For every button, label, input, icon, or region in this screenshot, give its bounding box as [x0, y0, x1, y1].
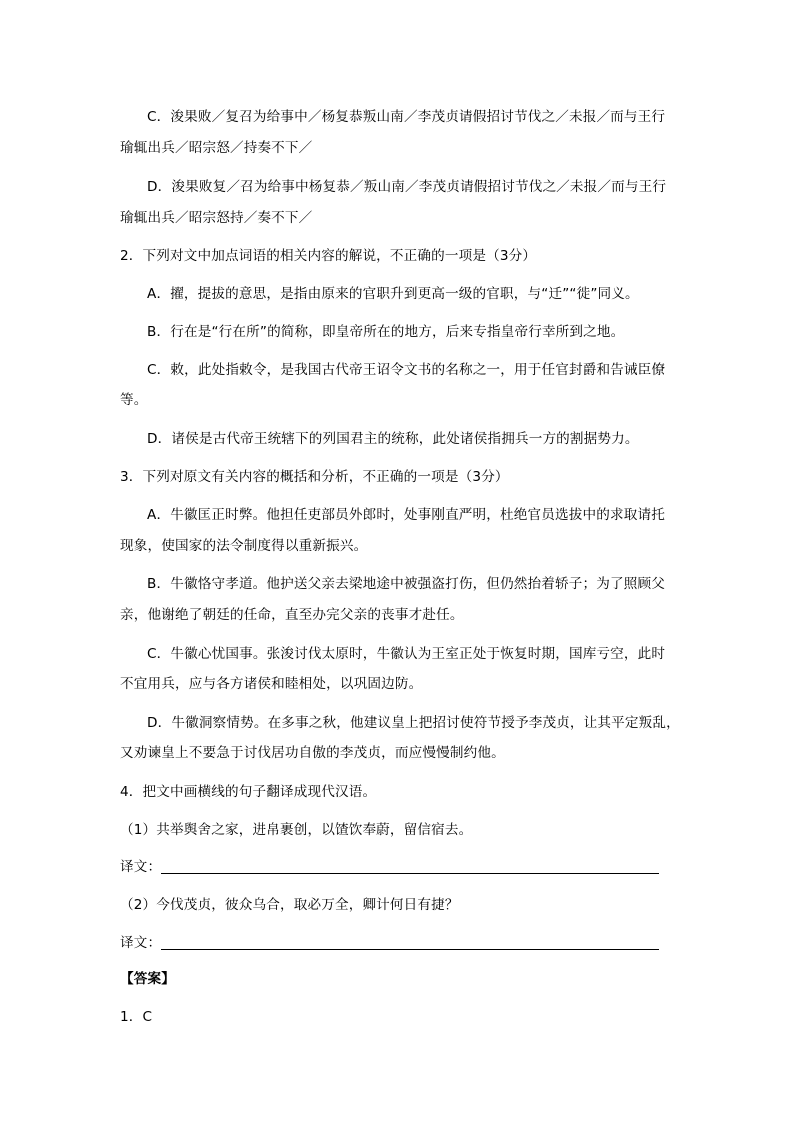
answer-blank[interactable] — [161, 859, 659, 874]
q2-option-d: D．诸侯是古代帝王统辖下的列国君主的统称，此处诸侯指拥兵一方的割据势力。 — [147, 431, 639, 447]
q3-option-b-line2: 亲，他谢绝了朝廷的任命，直至办完父亲的丧事才赴任。 — [120, 607, 464, 623]
q1-option-d-line2: 瑜辄出兵／昭宗怒持／奏不下／ — [120, 210, 313, 226]
question-4-stem: 4．把文中画横线的句子翻译成现代汉语。 — [120, 784, 377, 800]
q3-option-d-line1: D．牛徽洞察情势。在多事之秋，他建议皇上把招讨使符节授予李茂贞，让其平定叛乱， — [147, 715, 680, 731]
translation-line-1 — [120, 855, 659, 875]
q3-option-a-line2: 现象，使国家的法令制度得以重新振兴。 — [120, 538, 368, 554]
q1-option-c-line1: C．浚果败／复召为给事中／杨复恭叛山南／李茂贞请假招讨节伐之／未报／而与王行 — [147, 109, 666, 125]
translation-label: 译文： — [120, 935, 162, 951]
q2-option-b: B．行在是“行在所”的简称，即皇帝所在的地方，后来专指皇帝行幸所到之地。 — [147, 324, 625, 340]
q2-option-a: A．擢，提拔的意思，是指由原来的官职升到更高一级的官职，与“迁”“徙”同义。 — [147, 286, 639, 302]
translation-label: 译文： — [120, 859, 162, 875]
answer-blank[interactable] — [161, 935, 659, 950]
question-3-stem: 3．下列对原文有关内容的概括和分析，不正确的一项是（3分） — [120, 469, 509, 485]
q3-option-c-line2: 不宜用兵，应与各方诸侯和睦相处，以巩固边防。 — [120, 676, 423, 692]
question-2-stem: 2．下列对文中加点词语的相关内容的解说，不正确的一项是（3分） — [120, 248, 537, 264]
q4-sentence-2: （2）今伐茂贞，彼众乌合，取必万全，卿计何日有捷？ — [120, 897, 459, 913]
q3-option-a-line1: A．牛徽匡正时弊。他担任吏部员外郎时，处事刚直严明，杜绝官员选拔中的求取请托 — [147, 507, 665, 523]
translation-line-2 — [120, 931, 659, 951]
q4-sentence-1: （1）共举舆舍之家，进帛裹创，以馇饮奉蔚，留信宿去。 — [120, 822, 473, 838]
q3-option-c-line1: C．牛徽心忧国事。张浚讨伐太原时，牛徽认为王室正处于恢复时期，国库亏空，此时 — [147, 646, 666, 662]
answer-heading: 【答案】 — [120, 971, 175, 987]
q3-option-b-line1: B．牛徽恪守孝道。他护送父亲去梁地途中被强盗打伤，但仍然抬着轿子；为了照顾父 — [147, 576, 665, 592]
answer-1: 1．C — [120, 1009, 153, 1025]
q3-option-d-line2: 又劝谏皇上不要急于讨伐居功自傲的李茂贞，而应慢慢制约他。 — [120, 745, 505, 761]
q1-option-d-line1: D．浚果败复／召为给事中杨复恭／叛山南／李茂贞请假招讨节伐之／未报／而与王行 — [147, 179, 667, 195]
q2-option-c-line2: 等。 — [120, 392, 148, 408]
q1-option-c-line2: 瑜辄出兵／昭宗怒／持奏不下／ — [120, 140, 313, 156]
q2-option-c-line1: C．敕，此处指敕令，是我国古代帝王诏令文书的名称之一，用于任官封爵和告诫臣僚 — [147, 362, 666, 378]
